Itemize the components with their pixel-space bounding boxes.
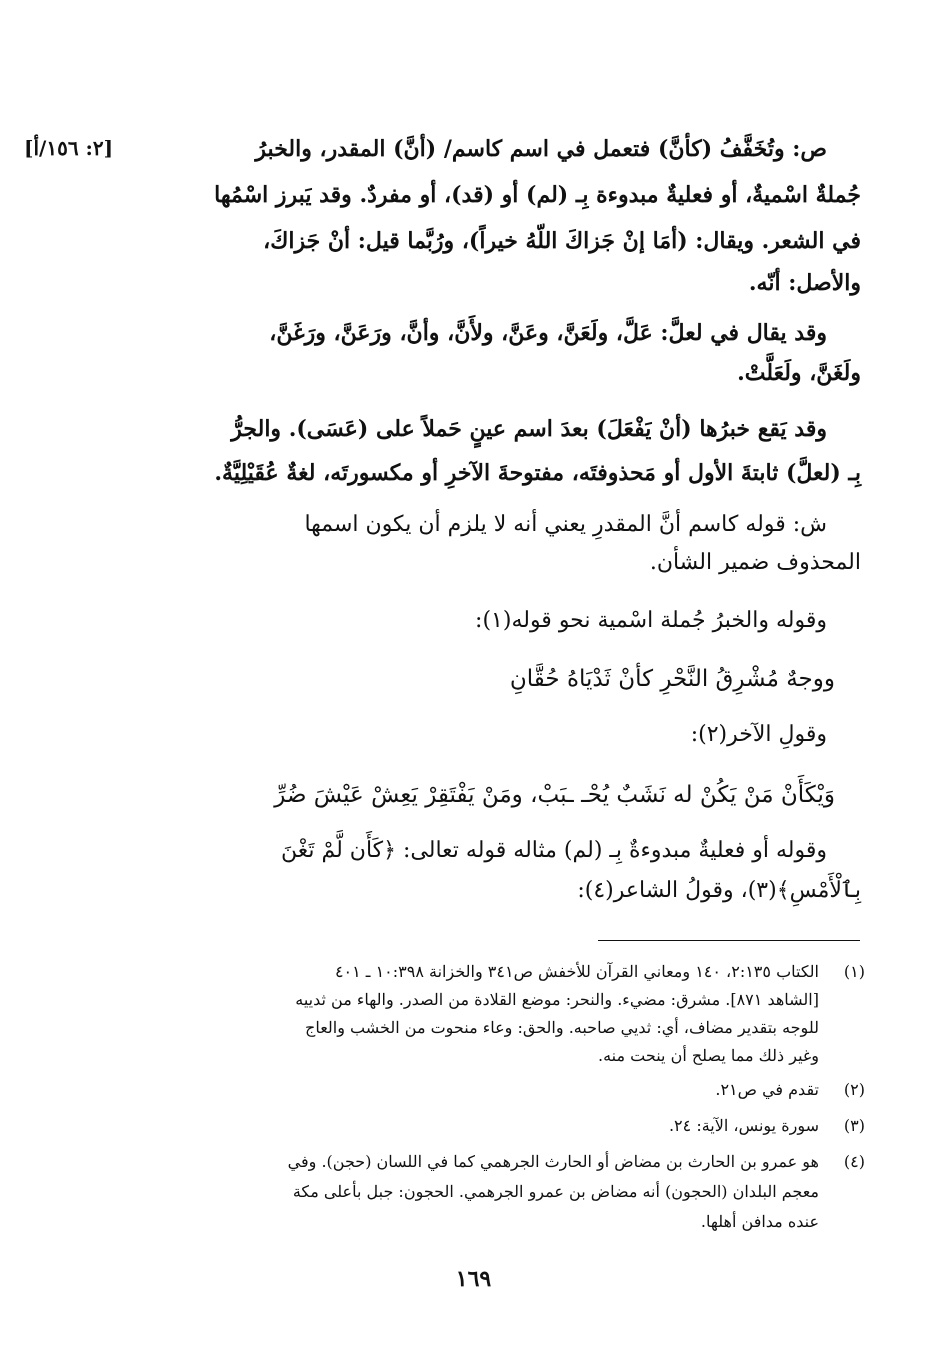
- footnote-1-line-1: الكتاب ٢:١٣٥، ١٤٠ ومعاني القرآن للأخفش ص٣٤١ والخزانة ١٠:٣٩٨ ـ ٤٠١: [334, 962, 819, 981]
- footnote-1-line-2: [الشاهد ٨٧١]. مشرق: مضيء. والنحر: موضع القلادة من الصدر. والهاء من ثدييه: [295, 990, 819, 1009]
- footnote-1-number: (١): [843, 962, 865, 981]
- footnote-separator: [598, 940, 860, 941]
- text-line-3: في الشعر. ويقال: (أمَا إنْ جَزاكَ اللّهُ خيراً)، ورُبَّما قيل: أنْ جَزاكَ،: [263, 228, 861, 254]
- footnote-3-line-1: سورة يونس، الآية: ٢٤.: [668, 1116, 819, 1135]
- text-line-7: وقد يَقع خبرُها (أنْ يَفْعَلَ) بعدَ اسم عينٍ حَملاً على (عَسَى). والجرُّ: [231, 416, 827, 442]
- poetry-verse-1: ووجهٌ مُشْرِقُ النَّحْرِ كأنْ ثَدْيَاهُ حُقَّانِ: [509, 666, 835, 692]
- page-number: ١٦٩: [455, 1266, 492, 1292]
- commentary-line-1: ش: قوله كاسم أنَّ المقدرِ يعني أنه لا يلزم أن يكون اسمها: [304, 512, 827, 537]
- poetry-verse-2: وَيْكَأَنْ مَنْ يَكُنْ له نَشَبٌ يُحْـ ـبَبْ، ومَنْ يَفْتَقِرْ يَعِشْ عَيْشَ ضُرِّ: [274, 782, 835, 808]
- footnote-3-number: (٣): [843, 1116, 865, 1135]
- footnote-4-line-1: هو عمرو بن الحارث بن مضاض أو الحارث الجرهمي كما في اللسان (حجن). وفي: [287, 1152, 819, 1171]
- text-line-4: والأصل: أنّه.: [748, 270, 861, 296]
- text-line-5: وقد يقال في لعلَّ: عَلَّ، ولَعَنَّ، وعَنَّ، ولأَنَّ، وأنَّ، ورَعَنَّ، ورَغَنَّ،: [269, 320, 827, 346]
- commentary-line-5: وقوله أو فعليةٌ مبدوءةٌ بِـ (لم) مثاله قوله تعالى: ﴿كَأَن لَّمْ تَغْنَ: [280, 838, 827, 863]
- commentary-line-6: بِٱلْأَمْسِ﴾(٣)، وقولُ الشاعر(٤):: [577, 878, 861, 903]
- text-line-1: ص: وتُخَفَّفُ (كأنَّ) فتعمل في اسم كاسم/ (أنَّ) المقدر، والخبرُ: [255, 136, 827, 162]
- manuscript-folio-ref: [٢: ١٥٦/أ]: [24, 136, 114, 160]
- footnote-2-number: (٢): [843, 1080, 865, 1099]
- footnote-2-line-1: تقدم في ص٢١.: [715, 1080, 819, 1099]
- footnote-4-line-2: معجم البلدان (الحجون) أنه مضاض بن عمرو الجرهمي. الحجون: جبل بأعلى مكة: [292, 1182, 819, 1201]
- text-line-6: ولَغَنَّ، ولَعَلَّتْ.: [737, 360, 861, 386]
- footnote-1-line-4: وغير ذلك مما يصلح أن ينحت منه.: [598, 1046, 819, 1065]
- commentary-line-2: المحذوف ضمير الشأن.: [649, 550, 861, 575]
- footnote-4-number: (٤): [843, 1152, 865, 1171]
- commentary-line-4: وقولِ الآخر(٢):: [690, 722, 827, 747]
- footnote-1-line-3: للوجه بتقدير مضاف، أي: ثديي صاحبه. والحق: وعاء منحوت من الخشب والعاج: [304, 1018, 819, 1037]
- text-line-8: بِـ (لعلَّ) ثابتةَ الأول أو مَحذوفتَه، مفتوحةَ الآخرِ أو مكسورتَه، لغةٌ عُقَيْلِيَّةٌ.: [214, 460, 861, 486]
- footnote-4-line-3: عنده مدافن أهلها.: [700, 1212, 819, 1231]
- text-line-2: جُملةٌ اسْميةٌ، أو فعليةٌ مبدوءة بِـ (لم) أو (قد)، أو مفردٌ. وقد يَبرز اسْمُها: [214, 182, 861, 208]
- commentary-line-3: وقوله والخبرُ جُملة اسْمية نحو قوله(١):: [475, 608, 827, 633]
